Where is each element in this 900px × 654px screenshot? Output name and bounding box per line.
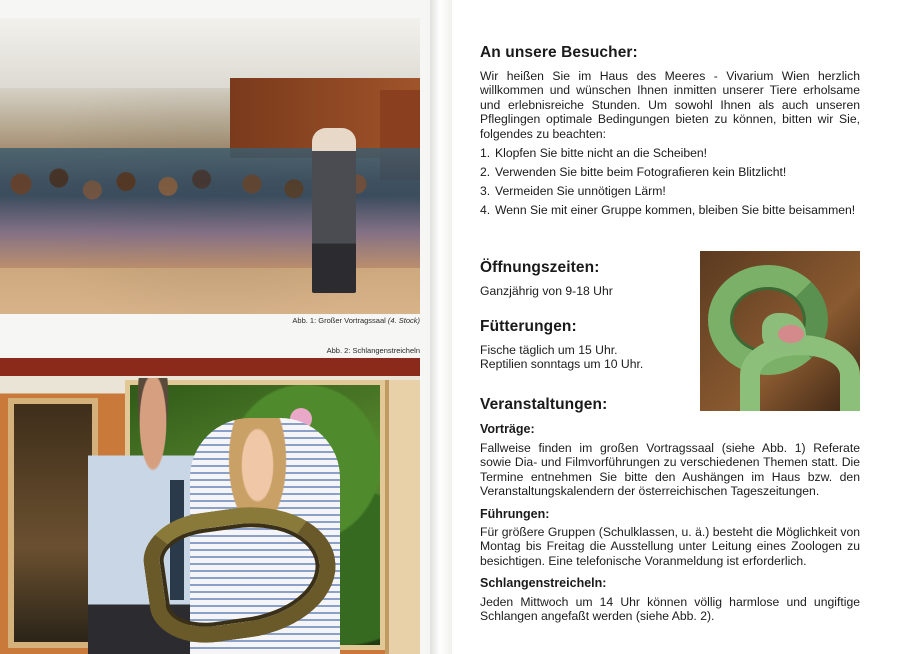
tours-heading: Führungen: [480,507,550,521]
page-gutter [430,0,452,654]
rule-item [480,203,860,217]
rule-item [480,146,860,160]
figure-1-caption-text: Abb. 1: Großer Vortragssaal [292,316,386,325]
opening-hours-text: Ganzjährig von 9-18 Uhr [480,284,613,298]
events-heading: Veranstaltungen: [480,396,608,413]
talks-heading: Vorträge: [480,422,535,436]
rule-item [480,184,860,198]
rule-text: Verwenden Sie bitte beim Fotografieren kein Blitzlicht! [495,165,787,179]
feeding-fish: Fische täglich um 15 Uhr. [480,343,618,357]
audience [0,148,420,268]
snake-mouth [778,325,804,343]
feeding-heading: Fütterungen: [480,318,577,335]
talks-paragraph: Fallweise finden im großen Vortragssaal (siehe Abb. 1) Referate sowie Dia- und Filmvorführungen zu verschiedenen Themen statt. Die Termine entnehmen Sie bitte den Aushängen im Haus bzw. den Veranstaltungskalendern der österreichischen Tageszeitungen. [480,441,860,499]
rule-number: 3. [480,184,491,198]
rule-number: 4. [480,203,491,217]
rule-item [480,165,860,179]
left-page [0,0,430,654]
opening-hours-heading: Öffnungszeiten: [480,259,600,276]
visitors-heading: An unsere Besucher: [480,44,638,61]
figure-1-caption [280,316,420,325]
visitor-rules-list [480,146,860,222]
snake-petting-heading: Schlangenstreicheln: [480,576,607,590]
rule-number: 1. [480,146,491,160]
figure-1-caption-note: (4. Stock) [387,316,420,325]
feeding-reptiles: Reptilien sonntags um 10 Uhr. [480,357,644,372]
figure-2-caption: Abb. 2: Schlangenstreicheln [326,346,420,355]
green-snake-photo [700,251,860,411]
speaker-figure [312,128,356,293]
tours-paragraph: Für größere Gruppen (Schulklassen, u. ä.) besteht die Möglichkeit von Montag bis Freitag die Ausstellung unter Leitung eines Zoologen zu besichtigen. Eine telefonische Voranmeldung ist erforderlich. [480,525,860,568]
terrarium-frame [385,380,420,654]
snake-petting-paragraph: Jeden Mittwoch um 14 Uhr können völlig harmlose und ungiftige Schlangen angefaßt werden (siehe Abb. 2). [480,595,860,624]
right-page [452,0,900,654]
rule-text: Vermeiden Sie unnötigen Lärm! [495,184,666,198]
rule-number: 2. [480,165,491,179]
lecture-hall-photo [0,18,420,314]
terrarium-left [8,398,98,648]
rule-text: Klopfen Sie bitte nicht an die Scheiben! [495,146,708,160]
rule-text: Wenn Sie mit einer Gruppe kommen, bleiben Sie bitte beisammen! [495,203,856,217]
snake-petting-photo [0,358,420,654]
intro-paragraph: Wir heißen Sie im Haus des Meeres - Vivarium Wien herzlich willkommen und wünschen Ihnen inmitten unserer Tiere erholsame und erlebnisreiche Stunden. Um sowohl Ihnen als auch unseren Pfleglingen optimale Bedingungen bieten zu können, bitten wir Sie, folgendes zu beachten: [480,69,860,141]
